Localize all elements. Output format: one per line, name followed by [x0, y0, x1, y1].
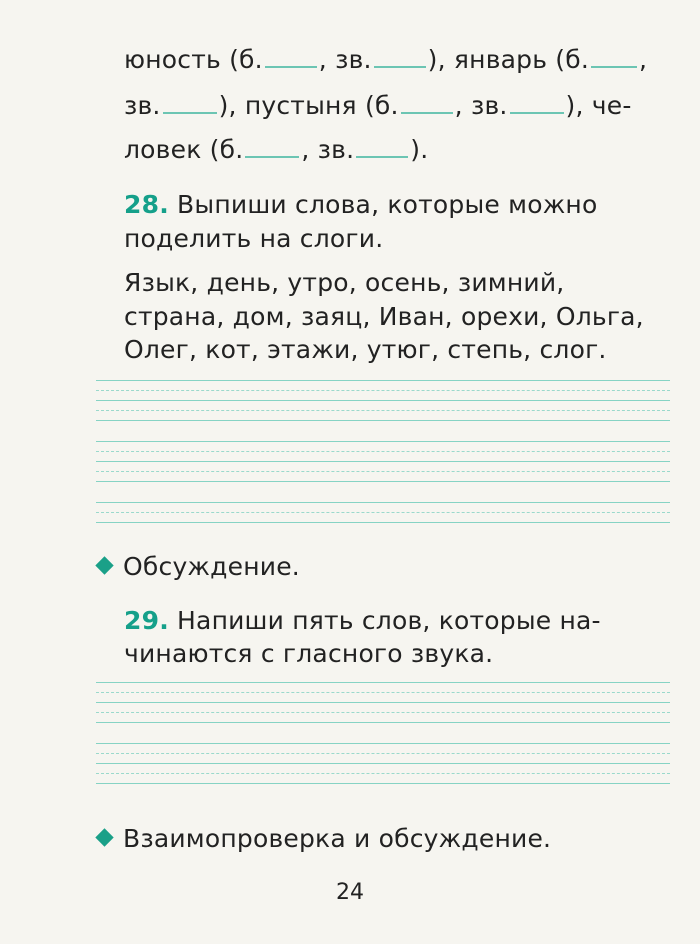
- intro-line-1: [124, 42, 647, 77]
- text: зв.: [124, 91, 161, 120]
- word-list-line-1: Язык, день, утро, осень, зимний,: [124, 268, 565, 297]
- text: ), январь (б.: [427, 45, 590, 74]
- text: , зв.: [318, 45, 372, 74]
- diamond-bullet-icon: [95, 828, 113, 846]
- peer-review-text: Взаимопроверка и обсуждение.: [123, 824, 552, 853]
- blank-field[interactable]: [401, 88, 453, 114]
- blank-field[interactable]: [245, 132, 299, 158]
- exercise-28-task-line-2: поделить на слоги.: [124, 224, 384, 253]
- text: ), пустыня (б.: [218, 91, 399, 120]
- text: ), че-: [565, 91, 632, 120]
- text: ловек (б.: [124, 135, 244, 164]
- blank-field[interactable]: [356, 132, 408, 158]
- exercise-29-task-line-2: чинаются с гласного звука.: [124, 639, 494, 668]
- writing-lines-29[interactable]: [96, 682, 670, 784]
- task-text: Выпиши слова, которые можно: [177, 190, 598, 219]
- exercise-28-task-line-1: [124, 188, 597, 222]
- task-text: Напиши пять слов, которые на-: [177, 606, 601, 635]
- blank-field[interactable]: [591, 42, 637, 68]
- blank-field[interactable]: [510, 88, 564, 114]
- exercise-number: 29.: [124, 606, 169, 635]
- text: ).: [410, 135, 429, 164]
- word-list-line-3: Олег, кот, этажи, утюг, степь, слог.: [124, 335, 607, 364]
- text: ,: [639, 45, 648, 74]
- writing-lines-28[interactable]: [96, 380, 670, 523]
- intro-line-2: [124, 88, 632, 123]
- peer-review-line: [124, 822, 551, 856]
- blank-field[interactable]: [265, 42, 317, 68]
- blank-field[interactable]: [374, 42, 426, 68]
- exercise-number: 28.: [124, 190, 169, 219]
- text: , зв.: [454, 91, 508, 120]
- exercise-29-task-line-1: [124, 604, 601, 638]
- word-list-line-2: страна, дом, заяц, Иван, орехи, Ольга,: [124, 302, 644, 331]
- blank-field[interactable]: [163, 88, 217, 114]
- discussion-line: [124, 550, 300, 584]
- text: юность (б.: [124, 45, 263, 74]
- text: , зв.: [301, 135, 355, 164]
- intro-line-3: [124, 132, 428, 167]
- discussion-text: Обсуждение.: [123, 552, 300, 581]
- page-number: 24: [336, 880, 364, 905]
- diamond-bullet-icon: [95, 556, 113, 574]
